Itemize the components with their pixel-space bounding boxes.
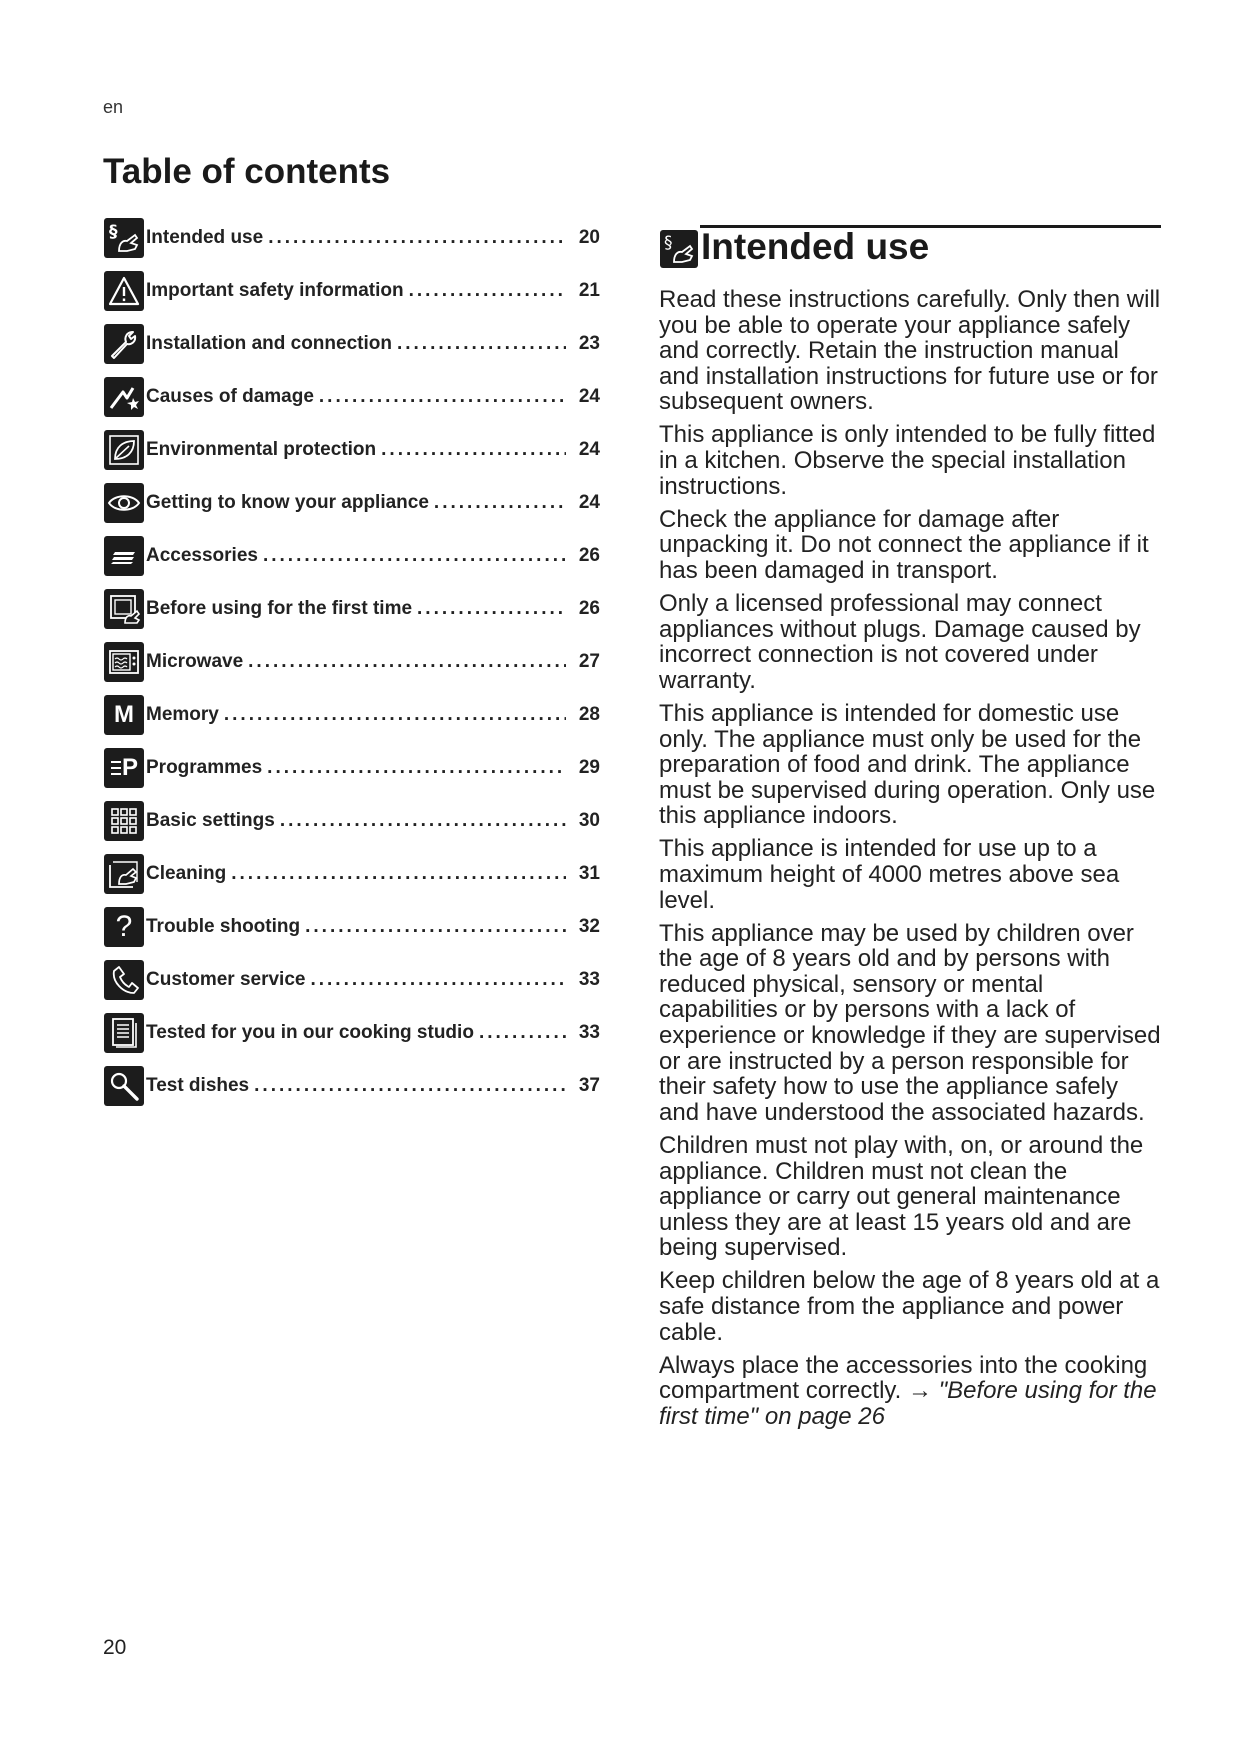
toc-dot-leader bbox=[397, 333, 566, 355]
paragraph: This appliance is intended for domestic use only. The appliance must only be used for the preparation of food and drink. The appliance must be supervised during operation. Only use this appliance indoors. bbox=[659, 699, 1156, 830]
toc-label: Microwave bbox=[146, 651, 244, 672]
question-glyph: ? bbox=[115, 910, 133, 943]
toc-item-accessories[interactable] bbox=[104, 536, 600, 576]
programmes-glyph: P bbox=[121, 754, 138, 781]
toc-page-number: 20 bbox=[578, 227, 600, 248]
toc-dot-leader bbox=[248, 651, 566, 673]
paragraph: This appliance may be used by children over the age of 8 years old and by persons with reduced physical, sensory or mental capabilities or by persons with a lack of experience or knowledge if they are supervised or are instructed by a person responsible for their safety how to use the appliance safely and have understood the associated hazards. bbox=[659, 919, 1161, 1126]
toc-page-number: 21 bbox=[578, 280, 600, 301]
section-hand-icon bbox=[660, 230, 698, 268]
toc-label: Causes of damage bbox=[146, 386, 314, 407]
toc-page-number: 23 bbox=[578, 333, 600, 354]
toc-item-microwave[interactable] bbox=[104, 642, 600, 682]
toc-dot-leader bbox=[263, 545, 566, 567]
toc-label: Basic settings bbox=[146, 810, 275, 831]
paragraph: Read these instructions carefully. Only then will you be able to operate your appliance safely and correctly. Retain the instruction manual and installation instructions for future use or for subsequent owners. bbox=[659, 286, 1161, 416]
warning-icon bbox=[104, 271, 144, 311]
toc-dot-leader bbox=[319, 386, 566, 408]
svg-text:§: § bbox=[109, 222, 118, 242]
toc-label: Customer service bbox=[146, 969, 306, 990]
table-of-contents bbox=[104, 218, 600, 1119]
toc-label: Installation and connection bbox=[146, 333, 392, 354]
toc-page-number: 24 bbox=[578, 386, 600, 407]
arrow-right-icon: → bbox=[907, 1377, 932, 1405]
toc-item-before-using-for-the-first-time[interactable] bbox=[104, 589, 600, 629]
toc-item-cleaning[interactable] bbox=[104, 854, 600, 894]
toc-label: Accessories bbox=[146, 545, 258, 566]
toc-label: Getting to know your appliance bbox=[146, 492, 429, 513]
toc-page-number: 29 bbox=[578, 757, 600, 778]
svg-text:§: § bbox=[664, 233, 673, 253]
toc-dot-leader bbox=[409, 280, 566, 302]
toc-dot-leader bbox=[305, 916, 566, 938]
phone-icon bbox=[104, 960, 144, 1000]
toc-page-number: 28 bbox=[578, 704, 600, 725]
microwave-icon bbox=[104, 642, 144, 682]
accessories-icon bbox=[104, 536, 144, 576]
toc-label: Programmes bbox=[146, 757, 263, 778]
toc-dot-leader bbox=[479, 1022, 566, 1044]
toc-label: Memory bbox=[146, 704, 219, 725]
toc-item-test-dishes[interactable] bbox=[104, 1066, 600, 1106]
toc-item-programmes[interactable] bbox=[104, 748, 600, 788]
magnifier-icon bbox=[104, 1066, 144, 1106]
toc-label: Cleaning bbox=[146, 863, 227, 884]
toc-item-memory[interactable] bbox=[104, 695, 600, 735]
toc-page-number: 24 bbox=[578, 439, 600, 460]
eye-icon bbox=[104, 483, 144, 523]
language-code: en bbox=[103, 97, 124, 117]
toc-label: Tested for you in our cooking studio bbox=[146, 1022, 474, 1043]
programmes-icon bbox=[104, 748, 144, 788]
toc-dot-leader bbox=[224, 704, 566, 726]
paragraph-with-crossref bbox=[659, 1353, 1163, 1430]
toc-item-customer-service[interactable] bbox=[104, 960, 600, 1000]
toc-label: Before using for the first time bbox=[146, 598, 413, 619]
paragraph: This appliance is intended for use up to a maximum height of 4000 metres above sea level. bbox=[659, 835, 1120, 914]
section-body bbox=[659, 287, 1163, 1437]
toc-page-number: 30 bbox=[578, 810, 600, 831]
toc-title: Table of contents bbox=[103, 152, 391, 191]
section-hand-icon bbox=[104, 218, 144, 258]
toc-dot-leader bbox=[280, 810, 566, 832]
page-number: 20 bbox=[103, 1636, 127, 1659]
section-heading bbox=[660, 226, 929, 268]
toc-dot-leader bbox=[310, 969, 566, 991]
toc-page-number: 26 bbox=[578, 545, 600, 566]
toc-label: Intended use bbox=[146, 227, 264, 248]
paragraph: Keep children below the age of 8 years old at a safe distance from the appliance and power cable. bbox=[659, 1267, 1160, 1346]
toc-dot-leader bbox=[268, 227, 566, 249]
toc-item-installation-and-connection[interactable] bbox=[104, 324, 600, 364]
cleaning-icon bbox=[104, 854, 144, 894]
toc-page-number: 33 bbox=[578, 1022, 600, 1043]
toc-page-number: 32 bbox=[578, 916, 600, 937]
damage-icon bbox=[104, 377, 144, 417]
memory-icon bbox=[104, 695, 144, 735]
leaf-icon bbox=[104, 430, 144, 470]
toc-label: Important safety information bbox=[146, 280, 404, 301]
toc-item-getting-to-know-your-appliance[interactable] bbox=[104, 483, 600, 523]
paragraph: Check the appliance for damage after unpacking it. Do not connect the appliance if it has been damaged in transport. bbox=[659, 505, 1149, 584]
toc-page-number: 33 bbox=[578, 969, 600, 990]
toc-page-number: 31 bbox=[578, 863, 600, 884]
toc-page-number: 26 bbox=[578, 598, 600, 619]
toc-dot-leader bbox=[254, 1075, 566, 1097]
toc-page-number: 37 bbox=[578, 1075, 600, 1096]
cross-reference-link[interactable]: "Before using for the first time" on page 26 bbox=[659, 1377, 1157, 1430]
toc-label: Trouble shooting bbox=[146, 916, 301, 937]
toc-item-causes-of-damage[interactable] bbox=[104, 377, 600, 417]
paragraph-text: Always place the accessories into the cooking compartment correctly. bbox=[659, 1351, 1148, 1405]
toc-label: Test dishes bbox=[146, 1075, 250, 1096]
toc-dot-leader bbox=[417, 598, 566, 620]
toc-item-trouble-shooting[interactable] bbox=[104, 907, 600, 947]
wrench-icon bbox=[104, 324, 144, 364]
first-use-icon bbox=[104, 589, 144, 629]
toc-item-intended-use[interactable] bbox=[104, 218, 600, 258]
toc-item-environmental-protection[interactable] bbox=[104, 430, 600, 470]
settings-grid-icon bbox=[104, 801, 144, 841]
toc-page-number: 27 bbox=[578, 651, 600, 672]
paragraph: Children must not play with, on, or around the appliance. Children must not clean the appliance or carry out general maintenance unless they are at least 15 years old and are being supervised. bbox=[659, 1131, 1144, 1262]
question-icon bbox=[104, 907, 144, 947]
toc-dot-leader bbox=[231, 863, 566, 885]
section-title: Intended use bbox=[701, 226, 930, 267]
toc-page-number: 24 bbox=[578, 492, 600, 513]
toc-item-important-safety-information[interactable] bbox=[104, 271, 600, 311]
paragraph: Only a licensed professional may connect appliances without plugs. Damage caused by incorrect connection is not covered under warranty. bbox=[659, 590, 1141, 694]
toc-dot-leader bbox=[434, 492, 566, 514]
paragraph: This appliance is only intended to be fully fitted in a kitchen. Observe the special installation instructions. bbox=[659, 421, 1156, 500]
toc-label: Environmental protection bbox=[146, 439, 377, 460]
document-icon bbox=[104, 1013, 144, 1053]
toc-item-tested-for-you[interactable] bbox=[104, 1013, 600, 1053]
toc-dot-leader bbox=[267, 757, 566, 779]
toc-dot-leader bbox=[381, 439, 566, 461]
memory-glyph: M bbox=[114, 701, 134, 728]
toc-item-basic-settings[interactable] bbox=[104, 801, 600, 841]
